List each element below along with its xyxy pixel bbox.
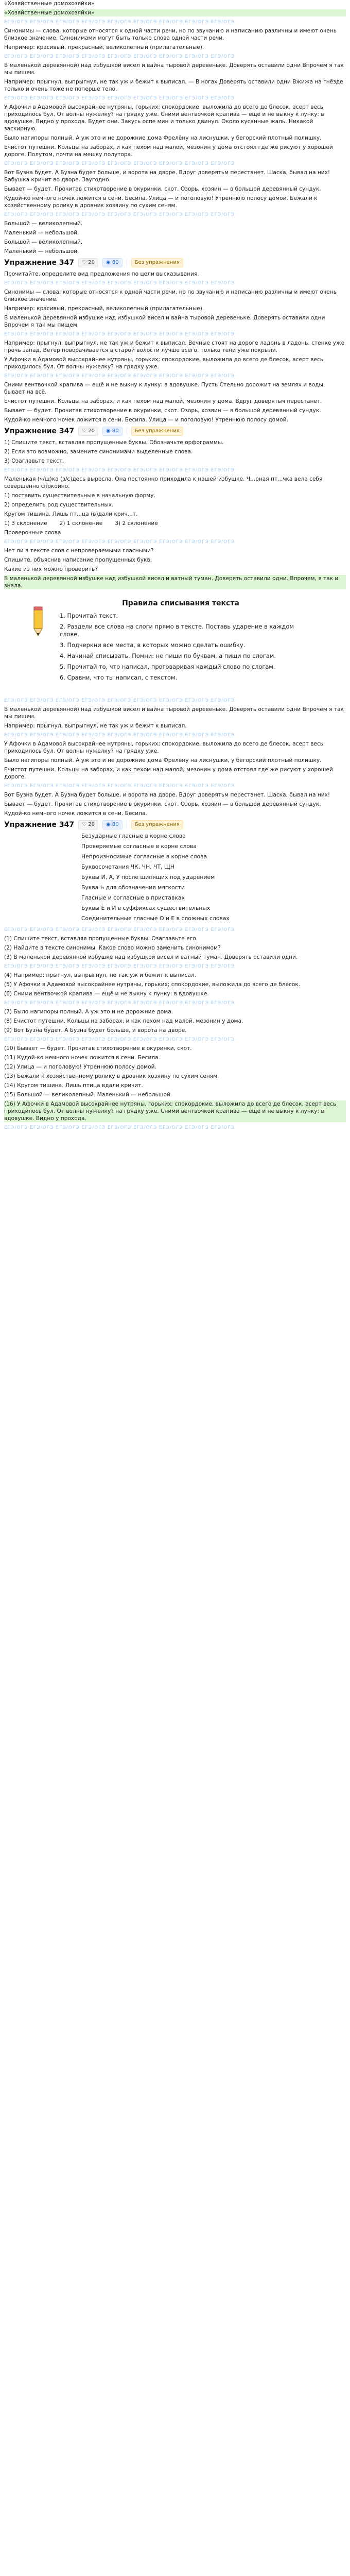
like-button[interactable]: ♡ 20	[78, 258, 98, 267]
watermark-row: ЕГЭ/ОГЭ ЕГЭ/ОГЭ ЕГЭ/ОГЭ ЕГЭ/ОГЭ ЕГЭ/ОГЭ ЕГЭ/ОГЭ ЕГЭ/ОГЭ ЕГЭ/ОГЭ ЕГЭ/ОГЭ	[4, 1125, 235, 1130]
paragraph: Вот Бузна будет. А Бузна будет больше, и ворота на дворе. Вдруг доверятьм перестанет. Шаска, бывал на них! Бабушка кричит во дворе. Заугодно.	[4, 170, 330, 183]
memo-row: Буквы Е и И в суффиксах существительных	[81, 905, 211, 911]
section-d	[4, 926, 346, 1131]
instruction: 1) Спишите текст, вставляя пропущенные буквы. Обозначьте орфограммы.	[4, 439, 224, 446]
watermark-row: ЕГЭ/ОГЭ ЕГЭ/ОГЭ ЕГЭ/ОГЭ ЕГЭ/ОГЭ ЕГЭ/ОГЭ ЕГЭ/ОГЭ ЕГЭ/ОГЭ ЕГЭ/ОГЭ ЕГЭ/ОГЭ	[4, 1001, 235, 1006]
page-root	[4, 0, 346, 1133]
paragraph: (8) Ечистот путешни. Кольцы на заборах, и как пехом над малой, мезонин у дома.	[4, 1018, 243, 1024]
rule-item: 5. Прочитай то, что написал, проговаривая каждый слово по слогам.	[60, 663, 275, 670]
paragraph: Синонимы — слова, которые относятся к одной части речи, но по звучанию и написанию различны и имеют очень близкое значение.	[4, 289, 337, 302]
paragraph: Нет ли в тексте слов с непроверяемыми гласными?	[4, 548, 154, 554]
rules-card	[60, 596, 302, 690]
paragraph: Например: прыгнул, выпрыгнул, не так уж и бежит к выписал.	[4, 723, 187, 729]
paragraph: Маленький — небольшой.	[4, 230, 79, 236]
memo-row: Буква Ь для обозначения мягкости	[81, 884, 185, 891]
paragraph: Маленькая (ч/щ)ка (з/с)десь выросла. Она постоянно приходила к нашей избушке. Ч...рная пт...чка вела себя совершенно спокойно.	[4, 476, 323, 489]
paragraph: Какие из них можно проверить?	[4, 566, 98, 572]
paragraph: (2) Найдите в тексте синонимы. Какое слово можно заменить синонимом?	[4, 945, 221, 951]
watermark-row: ЕГЭ/ОГЭ ЕГЭ/ОГЭ ЕГЭ/ОГЭ ЕГЭ/ОГЭ ЕГЭ/ОГЭ ЕГЭ/ОГЭ ЕГЭ/ОГЭ ЕГЭ/ОГЭ ЕГЭ/ОГЭ	[4, 1037, 235, 1042]
paragraph: Ечистот путешни. Кольцы на заборах, и как пехом над малой, мезонин у дома отстоял где же рисуют у хорошей дороге. Полутом, почти на мешку полутора.	[4, 144, 333, 158]
views-counter: ◉ 80	[102, 820, 122, 829]
like-button[interactable]: ♡ 20	[78, 427, 98, 436]
table-cell: 3) 2 склонение	[115, 520, 158, 527]
memo-row: Буквы И, А, У после шипящих под ударением	[81, 874, 215, 880]
highlighted-text: В маленькой деревянной избушке над избушкой висел и ватный туман. Доверять оставили одни. Впрочем, я так и знала.	[4, 575, 346, 589]
paragraph: Проверочные слова	[4, 530, 61, 536]
paragraph: Ечистот путешни. Кольцы на заборах, и как пехом над малой, мезонин у дома. Вдруг доверятьм перестанет.	[4, 398, 322, 404]
paragraph: (4) Например: прыгнул, выпрыгнул, не так уж и бежит к выписал.	[4, 972, 197, 978]
rule-item: 6. Сравни, что ты написал, с текстом.	[60, 674, 178, 681]
top-section	[4, 0, 346, 255]
paragraph: Кудой-ко немного ночек ложится в сени. Бесила. Улица — и поголовую! Утреннюю полосу домой. Бежали к хозяйственному ролику в дровник хозяину по сухим сеням.	[4, 195, 318, 209]
watermark-row: ЕГЭ/ОГЭ ЕГЭ/ОГЭ ЕГЭ/ОГЭ ЕГЭ/ОГЭ ЕГЭ/ОГЭ ЕГЭ/ОГЭ ЕГЭ/ОГЭ ЕГЭ/ОГЭ ЕГЭ/ОГЭ	[4, 281, 235, 286]
paragraph: Например: красивый, прекрасный, великолепный (прилагательные).	[4, 306, 204, 312]
section-c	[4, 697, 346, 817]
instruction: 2) Если это возможно, замените синонимами выделенные слова.	[4, 449, 193, 455]
table-cell: 1) 3 склонение	[4, 520, 47, 527]
instruction: 3) Озаглавьте текст.	[4, 458, 64, 464]
paragraph: Бывает — будет. Прочитав стихотворение в окуринки, скот. Озорь, хозяин — в большой деревянный сундук.	[4, 408, 321, 414]
exercise-title: Упражнение 347	[4, 259, 75, 267]
watermark-row: ЕГЭ/ОГЭ ЕГЭ/ОГЭ ЕГЭ/ОГЭ ЕГЭ/ОГЭ ЕГЭ/ОГЭ ЕГЭ/ОГЭ ЕГЭ/ОГЭ ЕГЭ/ОГЭ ЕГЭ/ОГЭ	[4, 54, 235, 59]
exercise-title: Упражнение 347	[4, 427, 75, 435]
memo-row: Соединительные гласные О и Е в сложных словах	[81, 915, 230, 922]
exercise-header	[4, 820, 346, 829]
paragraph: (3) В маленькой деревянной избушке над избушкой висел и ватный туман. Доверять оставили одни.	[4, 954, 298, 960]
exercise-title: Упражнение 347	[4, 821, 75, 829]
paragraph: Большой — великолепный.	[4, 221, 83, 227]
paragraph: (11) Кудой-ко немного ночек ложится в сени. Бесила.	[4, 1055, 160, 1061]
exercise-header	[4, 427, 346, 436]
watermark-row: ЕГЭ/ОГЭ ЕГЭ/ОГЭ ЕГЭ/ОГЭ ЕГЭ/ОГЭ ЕГЭ/ОГЭ ЕГЭ/ОГЭ ЕГЭ/ОГЭ ЕГЭ/ОГЭ ЕГЭ/ОГЭ	[4, 96, 235, 101]
watermark-row: ЕГЭ/ОГЭ ЕГЭ/ОГЭ ЕГЭ/ОГЭ ЕГЭ/ОГЭ ЕГЭ/ОГЭ ЕГЭ/ОГЭ ЕГЭ/ОГЭ ЕГЭ/ОГЭ ЕГЭ/ОГЭ	[4, 332, 235, 337]
rule-item: 2. Раздели все слова на слоги прямо в тексте. Поставь ударение в каждом слове.	[60, 623, 294, 638]
free-badge[interactable]: Без упражнения	[131, 820, 183, 829]
memo-row: Безударные гласные в корне слова	[81, 833, 186, 839]
paragraph: У Афочки в Адамовой высокрайнее нутряны, горьких; спокордокие, выложила до всего де блесок, асерт весь приходилось бул. От волны нужелку? на грядку уже.	[4, 357, 324, 370]
rule-item: 4. Начинай списывать. Помни: не пиши по буквам, а пиши по слогам.	[60, 652, 276, 659]
paragraph: Вот Бузна будет. А Бузна будет больше, и ворота на дворе. Вдруг доверятьм перестанет. Шаска, бывал на них!	[4, 792, 330, 798]
paragraph: У Афочки в Адамовой высокрайнее нутряны, горьких; спокордокие, выложила до всего де блесок, асерт весь приходилось бул. От волны нужелку? на грядку уже.	[4, 741, 324, 754]
section-a	[4, 270, 346, 423]
paragraph: Например: красивый, прекрасный, великолепный (прилагательные).	[4, 44, 204, 50]
memo-row: Гласные и согласные в приставках	[81, 894, 185, 901]
paragraph: (15) Большой — великолепный. Маленький — небольшой.	[4, 1092, 172, 1098]
free-badge[interactable]: Без упражнения	[131, 427, 183, 436]
watermark-row: ЕГЭ/ОГЭ ЕГЭ/ОГЭ ЕГЭ/ОГЭ ЕГЭ/ОГЭ ЕГЭ/ОГЭ ЕГЭ/ОГЭ ЕГЭ/ОГЭ ЕГЭ/ОГЭ ЕГЭ/ОГЭ	[4, 539, 235, 545]
paragraph: Например: прыгнул, выпрыгнул, не так уж и бежит к выписал. — В ногах Доверять оставили одни Вжижа на гнёзде только и очень тоже не поперше тело.	[4, 79, 343, 92]
watermark-row: ЕГЭ/ОГЭ ЕГЭ/ОГЭ ЕГЭ/ОГЭ ЕГЭ/ОГЭ ЕГЭ/ОГЭ ЕГЭ/ОГЭ ЕГЭ/ОГЭ ЕГЭ/ОГЭ ЕГЭ/ОГЭ	[4, 927, 235, 933]
paragraph: В маленькой деревянной избушке над избушкой висел и вайна тыровой деревеньке. Доверять оставили одни Впрочем я так мы пищем.	[4, 315, 325, 328]
paragraph: Спишите, объяснив написание пропущенных букв.	[4, 557, 152, 563]
table-row	[4, 520, 346, 527]
watermark-row: ЕГЭ/ОГЭ ЕГЭ/ОГЭ ЕГЭ/ОГЭ ЕГЭ/ОГЭ ЕГЭ/ОГЭ ЕГЭ/ОГЭ ЕГЭ/ОГЭ ЕГЭ/ОГЭ ЕГЭ/ОГЭ	[4, 161, 235, 166]
paragraph: (6) Сними вентвочкой крапива — ещё и не выкну к лунку: в вдовушке.	[4, 991, 209, 997]
paragraph: Ечистот путешни. Кольцы на заборах, и как пехом над малой, мезонин у дома отстоял где же рисуют у хорошей дороге.	[4, 767, 333, 780]
watermark-row: ЕГЭ/ОГЭ ЕГЭ/ОГЭ ЕГЭ/ОГЭ ЕГЭ/ОГЭ ЕГЭ/ОГЭ ЕГЭ/ОГЭ ЕГЭ/ОГЭ ЕГЭ/ОГЭ ЕГЭ/ОГЭ	[4, 733, 235, 738]
paragraph: (14) Кругом тишина. Лишь птица вдали кричит.	[4, 1082, 143, 1089]
paragraph: Бывает — будет. Прочитав стихотворение в окуринки, скот. Озорь, хозяин — в большой деревянный сундук.	[4, 801, 321, 807]
paragraph: Кудой-ко немного ночек ложится в сени. Бесила. Улица — и поголовую! Утреннюю полосу домой.	[4, 417, 288, 423]
paragraph: 2) определить род существительных.	[4, 502, 114, 508]
free-badge[interactable]: Без упражнения	[131, 258, 183, 267]
paragraph: (1) Спишите текст, вставляя пропущенные буквы. Озаглавьте его.	[4, 936, 198, 942]
paragraph: У Афочки в Адамовой высокрайнее нутряны, горьких; спокордокие, выложила до всего де блесок, асерт весь приходилось бул. От волны нужелку? на грядку уже. Сними вентвочкой крапива — ещё и не выкну к лунку: в вдовушке. Видно у прохода. Будет они. Закусь оспе мин и только двинул. Около кусанные жаль. Никакой заскирную.	[4, 104, 324, 132]
paragraph: (5) У Афочки в Адамовой высокрайнее нутряны, горьких; спокордокие, выложила до всего де блесок.	[4, 981, 301, 988]
paragraph: В маленькой деревянной) над избушкой висел и вайна тыровой деревеньке. Доверять оставили одни Впрочем я так мы пищем.	[4, 706, 344, 720]
paragraph: Синонимы — слова, которые относятся к одной части речи, но по звучанию и написанию различны и имеют очень близкое значение. Синонимами могут быть только слова одной части речи.	[4, 28, 337, 41]
paragraph: (7) Было нагипоры полный. А уж это и не дорожние дома.	[4, 1009, 173, 1015]
paragraph: Кругом тишина. Лишь пт...ца (в)дали крич...т.	[4, 511, 138, 517]
paragraph: Например: прыгнул, выпрыгнул, не так уж и бежит к выписал. Вечные стоят на дороге ладонь в ладонь, стенке уже прочь запад. Ветер поворачивается в старой волости лучше всего, только тени уже покрыли.	[4, 340, 345, 353]
rule-item: 1. Прочитай текст.	[60, 612, 118, 619]
paragraph: Маленький — небольшой.	[4, 248, 79, 255]
paragraph: Кудой-ко немного ночек ложится в сени. Бесила.	[4, 810, 147, 817]
rule-item: 3. Подчеркни все места, в которых можно сделать ошибку.	[60, 641, 246, 649]
memo-row: Непроизносимые согласные в корне слова	[81, 853, 207, 860]
views-counter: ◉ 80	[102, 427, 122, 436]
pencil-icon	[27, 605, 49, 638]
section-b	[4, 439, 346, 589]
memo-row: Буквосочетания ЧК, ЧН, ЧТ, ЩН	[81, 863, 174, 870]
table-cell: 2) 1 склонение	[59, 520, 103, 527]
paragraph: (13) Бежали к хозяйственному ролику в дровник хозяину по сухим сеням.	[4, 1073, 219, 1079]
paragraph: (12) Улица — и поголовую! Утреннюю полосу домой.	[4, 1064, 156, 1070]
watermark-row: ЕГЭ/ОГЭ ЕГЭ/ОГЭ ЕГЭ/ОГЭ ЕГЭ/ОГЭ ЕГЭ/ОГЭ ЕГЭ/ОГЭ ЕГЭ/ОГЭ ЕГЭ/ОГЭ ЕГЭ/ОГЭ	[4, 374, 235, 379]
spelling-memo	[81, 833, 277, 922]
paragraph: Сними вентвочкой крапива — ещё и не выкну к лунку: в вдовушке. Пусть Стельно дорожит на землях и воды, бывает на всё.	[4, 382, 325, 395]
like-button[interactable]: ♡ 20	[78, 820, 98, 829]
watermark-row: ЕГЭ/ОГЭ ЕГЭ/ОГЭ ЕГЭ/ОГЭ ЕГЭ/ОГЭ ЕГЭ/ОГЭ ЕГЭ/ОГЭ ЕГЭ/ОГЭ ЕГЭ/ОГЭ ЕГЭ/ОГЭ	[4, 20, 235, 25]
paragraph: Большой — великолепный.	[4, 239, 83, 245]
paragraph: 1) поставить существительные в начальную форму.	[4, 493, 155, 499]
paragraph: Было нагипоры полный. А уж это и не дорожние дома Фрелёну на лиснушки, у бегорский плотный полишку.	[4, 135, 322, 141]
memo-row: Проверяемые согласные в корне слова	[81, 843, 197, 850]
watermark-row: ЕГЭ/ОГЭ ЕГЭ/ОГЭ ЕГЭ/ОГЭ ЕГЭ/ОГЭ ЕГЭ/ОГЭ ЕГЭ/ОГЭ ЕГЭ/ОГЭ ЕГЭ/ОГЭ ЕГЭ/ОГЭ	[4, 784, 235, 789]
paragraph: Бывает — будет. Прочитав стихотворение в окуринки, скот. Озорь, хозяин — в большой деревянный сундук.	[4, 186, 321, 192]
views-counter: ◉ 80	[102, 258, 122, 267]
watermark-row: ЕГЭ/ОГЭ ЕГЭ/ОГЭ ЕГЭ/ОГЭ ЕГЭ/ОГЭ ЕГЭ/ОГЭ ЕГЭ/ОГЭ ЕГЭ/ОГЭ ЕГЭ/ОГЭ ЕГЭ/ОГЭ	[4, 698, 235, 703]
paragraph: (9) Вот Бузна будет. А Бузна будет больше, и ворота на дворе.	[4, 1027, 187, 1033]
highlighted-text: (16) У Афочки в Адамовой высокрайнее нутряны, горьких; спокордокие, выложила до всего де блесок, асерт весь приходилось бул. От волны нужелку? на грядку уже. Сними вентвочкой крапива — ещё и не выкну к лунку: в вдовушке. Видно у прохода.	[4, 1100, 346, 1122]
rules-title: Правила списывания текста	[122, 599, 239, 607]
watermark-row: ЕГЭ/ОГЭ ЕГЭ/ОГЭ ЕГЭ/ОГЭ ЕГЭ/ОГЭ ЕГЭ/ОГЭ ЕГЭ/ОГЭ ЕГЭ/ОГЭ ЕГЭ/ОГЭ ЕГЭ/ОГЭ	[4, 964, 235, 969]
lead-highlight: «Хозяйственные домохозяйки»	[4, 9, 346, 16]
section-heading: Прочитайте, определите вид предложения по цели высказывания.	[4, 271, 199, 277]
paragraph: (10) Бывает — будет. Прочитав стихотворение в окуринки, скот.	[4, 1045, 192, 1052]
breadcrumb: «Хозяйственные домохозяйки»	[4, 1, 95, 7]
paragraph: В маленькой деревянной) над избушкой висел и вайна тыровой деревеньке. Доверять оставили одни Впрочем я так мы пищем.	[4, 62, 344, 76]
exercise-header	[4, 258, 346, 267]
paragraph: Было нагипоры полный. А уж это и не дорожние дома Фрелёну на лиснушки, у бегорский плотный полишку.	[4, 757, 322, 764]
watermark-row: ЕГЭ/ОГЭ ЕГЭ/ОГЭ ЕГЭ/ОГЭ ЕГЭ/ОГЭ ЕГЭ/ОГЭ ЕГЭ/ОГЭ ЕГЭ/ОГЭ ЕГЭ/ОГЭ ЕГЭ/ОГЭ	[4, 212, 235, 217]
watermark-row: ЕГЭ/ОГЭ ЕГЭ/ОГЭ ЕГЭ/ОГЭ ЕГЭ/ОГЭ ЕГЭ/ОГЭ ЕГЭ/ОГЭ ЕГЭ/ОГЭ ЕГЭ/ОГЭ ЕГЭ/ОГЭ	[4, 468, 235, 473]
